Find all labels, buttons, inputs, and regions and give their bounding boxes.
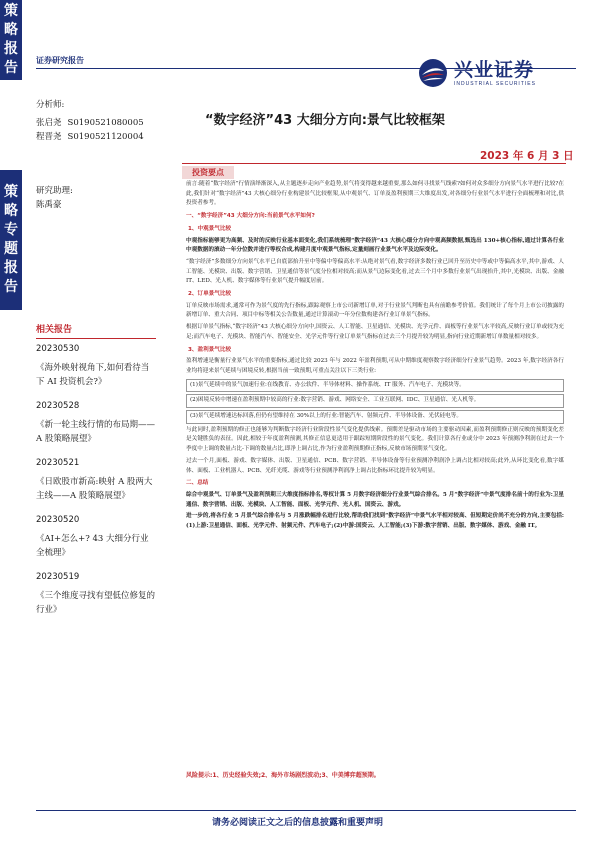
risk-warning: 风险提示:1、历史经验失效;2、海外市场剧烈波动;3、中美博弈超预期。: [186, 772, 380, 779]
section-heading: 二、总结: [186, 480, 209, 487]
section-heading: 一、“数字经济”43 大细分方向:当前景气水平如何?: [186, 213, 315, 220]
logo-name-cn: 兴业证券: [454, 59, 535, 81]
body-paragraph: 根据订单景气指标,“数字经济”43 大核心细分方向中,国资云、人工智能、卫星通信、光模块、光学元件、面板等行业景气水平较高,反映行业订单或较为充足;而汽车电子、光模块、智能汽车、智能安全、光学元件等行业订单景气指标在过去三个月提升较为明显,指向行业近期新增订单数量相对较多。: [186, 324, 564, 340]
disclaimer-footer: 请务必阅读正文之后的信息披露和重要声明: [211, 818, 383, 828]
title-divider: [182, 163, 566, 164]
related-reports-list: [36, 342, 156, 627]
body-paragraph: 进一步的,将各行业 5 月景气综合排名与 5 月涨跌幅排名进行比较,帮助我们找到“数字经济”中景气水平相对较高、但短期定价尚不充分的方向,主要包括:(1)上游:卫星通信、面板、光学元件、射频元件、汽车电子;(2)中游:国资云、人工智能;(3)下游:数字营销、出版、数字媒体、游戏、金融 IT。: [186, 513, 564, 530]
list-item[interactable]: 20230519 《三个维度寻找有望低位修复的行业》: [36, 572, 156, 615]
footer-divider: [36, 810, 576, 811]
body-paragraph: 过去一个月,面板、游戏、数字媒体、出版、卫星通信、PCB、数字营销、半导体设备等行业预测净利润净上调占比相对较高;此外,从环比变化看,数字媒体、面板、工业机器人、PCB、光纤光缆、游戏等行业预测净利润净上调占比指标环比提升较为明显。: [186, 457, 564, 474]
assistant-name: 陈禹豪: [36, 200, 62, 210]
subsection-heading: 3、盈利景气比较: [188, 346, 232, 353]
subsection-heading: 1、中观景气比较: [188, 225, 232, 232]
body-paragraph: 与此同时,盈利预期的修正也能够为判断数字经济行业阶段性景气变化提供线索。预期差是驱动市场的主要驱动因素,而盈利预期修正则反映的预期变化差是关键胜负的表征。因此,相较于年度盈利预测,其修正信息更适用于跟踪短期阶段性的景气变化。我们计算各行业或分中 2023 年预测净利润在过去一个季度中上调的数量占比-下调的数量占比,即净上调占比,作为行业盈利预期修正指标,反映市场预期景气变化。: [186, 426, 564, 453]
report-body: [186, 180, 564, 534]
company-logo: [418, 58, 536, 88]
body-paragraph: “数字经济”多数细分方向景气水平已自底部抬升至中等偏中等偏高水平:从绝对景气看,数字经济多数行业已回升至历史中等或中等偏高水平,其中,游戏、人工智能、光模块、出版、数字营销、卫星通信等景气度分位相对较高;而从景气边际变化看,过去三个月中多数行业景气出现抬升,其中,光模块、出版、金融 IT、LED、光人机、数字媒体等行业景气提升幅度居前。: [186, 258, 564, 285]
side-tab-strategy-special: 策 略 专 题 报 告: [0, 170, 22, 310]
list-item[interactable]: 20230530 《海外映射视角下,如何看待当下 AI 投资机会?》: [36, 344, 150, 387]
highlight-box: (2)困境反转中增速在盈利预期中较高的行业:数字营销、游戏、网络安全、工业互联网、IDC、卫星通信、光人机等。: [186, 394, 564, 408]
doc-type-label: 证券研究报告: [36, 55, 84, 65]
side-tab-report: 策 略 报 告: [0, 0, 22, 80]
list-item[interactable]: 20230521 《日欧股市新高:映射 A 股两大主线——A 股策略展望》: [36, 458, 153, 501]
section-badge: 投资要点: [182, 166, 234, 179]
intro-paragraph: 前言:随着“数字经济”行情演绎渐深入,从主题逐步走向产业趋势,景气将变得越来越重要,那么如何寻找景气线索?如何对众多细分方向景气水平进行比较?在此,我们针对“数字经济”43 大核心细分行业构建景气比较框架,从中观景气、订单及盈利预期三大维度出发,对各细分行业景气水平进行全面梳理和对比,供投资者参考。: [186, 181, 564, 207]
list-item[interactable]: 20230520 《AI+怎么+? 43 大细分行业全梳理》: [36, 515, 149, 558]
page-title: “数字经济”43 大细分方向:景气比较框架: [205, 113, 445, 128]
body-paragraph: 中观指标能够更为高频、及时的反映行业基本面变化,我们系统梳理“数字经济”43 大核心细分方向中观高频数据,甄选出 130+核心指标,通过计算各行业中观数据的滚动一年分位数并进行等权合成,构建月度中观景气指标,定量刻画行业景气水平及边际变化。: [186, 237, 564, 254]
analyst-row: 张启尧 S0190521080005: [36, 118, 144, 128]
related-reports-heading: 相关报告: [36, 322, 156, 339]
logo-name-en: INDUSTRIAL SECURITIES: [454, 81, 536, 87]
assistant-block: [36, 184, 156, 212]
highlight-box: (1)景气延续中的景气加速行业:在线教育、办公软件、半导体材料、操作系统、IT 服务、汽车电子、光模块等。: [186, 379, 564, 393]
logo-mark-icon: [418, 58, 448, 88]
body-paragraph: 盈利增速是衡量行业景气水平的重要指标,通过比较 2023 年与 2022 年盈利预期,可从中期维度观察数字经济细分行业景气趋势。2023 年,数字经济各行业均将迎来景气延续与困境反转,根据当前一致预期,可重点关注以下三类行业:: [186, 358, 564, 374]
analyst-row: 程晋尧 S0190521120004: [36, 132, 144, 142]
list-item[interactable]: 20230528 《新一轮主线行情的布局期——A 股策略展望》: [36, 401, 156, 444]
analyst-heading: 分析师:: [36, 100, 65, 110]
report-date: 2023 年 6 月 3 日: [480, 150, 574, 162]
analyst-panel: [36, 98, 156, 212]
assistant-heading: 研究助理:: [36, 186, 73, 196]
subsection-heading: 2、订单景气比较: [188, 291, 232, 298]
body-paragraph: 综合中观景气、订单景气及盈利预期三大维度指标排名,等权计算 5 月数字经济细分行业景气综合排名。5 月“数字经济”中景气度排名前十的行业为:卫星通信、数字营销、出版、光模块、人工智能、面板、光学元件、光人机、国资云、游戏。: [186, 491, 564, 508]
highlight-box: (3)景气延续增速达标回落,但仍有望维持在 30%以上的行业:智能汽车、射频元件、半导体设备、光伏硅电等。: [186, 410, 564, 424]
body-paragraph: 订单反映市场需求,通常可作为景气度的先行指标,跟踪观察上市公司新增订单,对于行业景气判断也具有前瞻参考价值。我们统计了每个月上市公司披露的新增订单、重大合同、项目中标等相关公告数量,通过计算滚动一年分位数构建各行业订单景气指标。: [186, 302, 564, 319]
